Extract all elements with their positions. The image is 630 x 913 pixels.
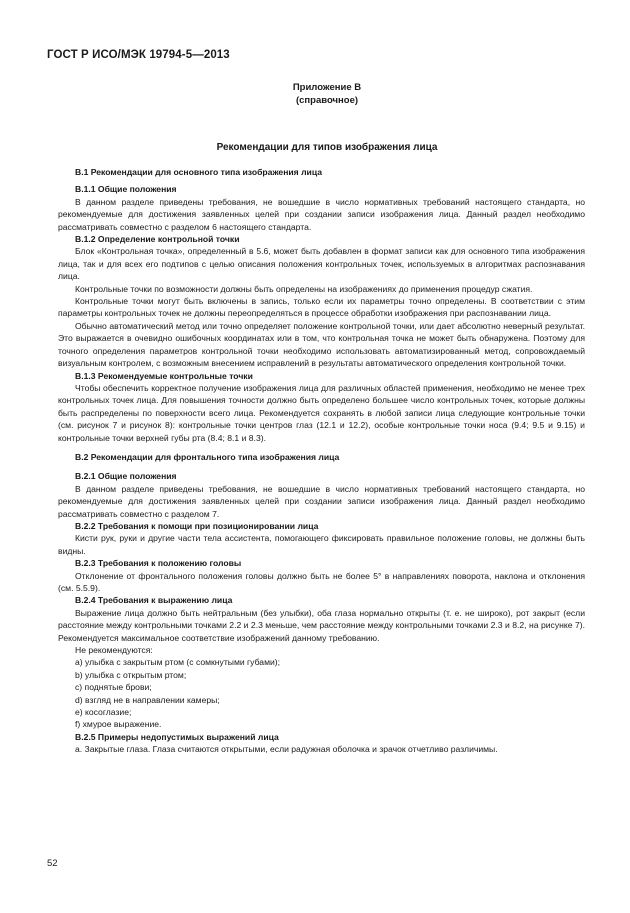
standard-code: ГОСТ Р ИСО/МЭК 19794-5—2013 [47, 49, 230, 61]
section-heading-b2: B.2 Рекомендации для фронтального типа изображения лица [75, 451, 340, 462]
list-item: d) взгляд не в направлении камеры; [75, 694, 220, 705]
section-heading-b2-5: B.2.5 Примеры недопустимых выражений лица [75, 731, 279, 742]
document-title: Рекомендации для типов изображения лица [216, 142, 438, 153]
annex-heading [0, 81, 630, 107]
section-heading-b1-2: B.1.2 Определение контрольной точки [75, 234, 240, 245]
paragraph: Чтобы обеспечить корректное получение изображения лица для различных областей применения, необходимо не менее трех контрольных точек лица. Для повышения точности должно быть определено большее число контрольных точек, которые должны быть распределены по поверхности всего лица. Рекомендуется сохранять в любой записи лица следующие контрольные точки (см. рисунок 7 и рисунок 8): контрольные точки центров глаз (12.1 и 12.2), особые контрольные точки носа (9.4; 9.5 и 9.15) и контрольные точки верхней губы рта (8.4; 8.1 и 8.3). [58, 382, 585, 443]
paragraph: Контрольные точки по возможности должны быть определены на изображениях до применения процедур сжатия. [75, 283, 533, 294]
paragraph: Кисти рук, руки и другие части тела ассистента, помогающего фиксировать правильное положение головы, не должны быть видны. [58, 533, 585, 556]
paragraph: a. Закрытые глаза. Глаза считаются открытыми, если радужная оболочка и зрачок отчетливо различимы. [75, 744, 498, 755]
section-heading-b1: B.1 Рекомендации для основного типа изображения лица [75, 167, 322, 177]
annex-type: (справочное) [295, 95, 359, 106]
paragraph: В данном разделе приведены требования, не вошедшие в число нормативных требований настоящего стандарта, но рекомендуемые для достижения заявленных целей при создании записи изображения лица. Данный раздел необходимо рассматривать совместно с разделом 7. [58, 483, 585, 519]
list-item: c) поднятые брови; [75, 682, 152, 693]
paragraph: Блок «Контрольная точка», определенный в 5.6, может быть добавлен в формат записи как для основного типа изображения лица, так и для всех его подтипов с целью описания положения контрольных точек, используемых в алгоритмах распознавания лица. [58, 246, 585, 282]
section-heading-b2-4: B.2.4 Требования к выражению лица [75, 595, 233, 606]
list-item: f) хмурое выражение. [75, 719, 162, 730]
section-heading-b1-3: B.1.3 Рекомендуемые контрольные точки [75, 370, 253, 381]
paragraph: В данном разделе приведены требования, не вошедшие в число нормативных требований настоящего стандарта, но рекомендуемые для достижения заявленных целей при создании записи изображения лица. Данный раздел необходимо рассматривать совместно с разделом 6 настоящего стандарта. [58, 196, 585, 232]
document-body [58, 166, 585, 756]
section-heading-b2-1: B.2.1 Общие положения [75, 471, 177, 482]
paragraph: Не рекомендуются: [75, 645, 153, 656]
paragraph: Выражение лица должно быть нейтральным (без улыбки), оба глаза нормально открыты (т. е. не широко), рот закрыт (если расстояние между контрольными точками 2.2 и 2.3 меньше, чем расстояние между контрольными точками 2.3 и 8.2, на рисунке 7). Рекомендуется максимальное соответствие изображений данному требованию. [58, 607, 585, 643]
list-item: a) улыбка с закрытым ртом (с сомкнутыми губами); [75, 657, 281, 668]
paragraph: Обычно автоматический метод или точно определяет положение контрольной точки, или дает абсолютно неверный результат. Это выражается в очевидно ошибочных координатах или в том, что контрольная точка не может быть обнаружена. Поэтому для точного определения параметров контрольной точки необходимо использовать автоматизированный метод, сопровождаемый визуальным контролем, с возможным внесением исправлений в результаты автоматического определения контрольной точки. [58, 320, 585, 369]
paragraph: Контрольные точки могут быть включены в запись, только если их параметры точно определены. В соответствии с этим параметры контрольных точек не должны переопределяться в процессе обработки изображения при распознавании лица. [58, 296, 585, 319]
paragraph: Отклонение от фронтального положения головы должно быть не более 5° в направлениях поворота, наклона и отклонения (см. 5.5.9). [58, 570, 585, 593]
section-heading-b1-1: B.1.1 Общие положения [75, 184, 177, 195]
page-number: 52 [47, 858, 58, 869]
annex-title: Приложение B [292, 82, 362, 93]
section-heading-b2-3: B.2.3 Требования к положению головы [75, 558, 242, 569]
list-item: e) косоглазие; [75, 707, 132, 718]
list [58, 656, 585, 730]
list-item: b) улыбка с открытым ртом; [75, 669, 187, 680]
section-heading-b2-2: B.2.2 Требования к помощи при позиционировании лица [75, 520, 319, 531]
